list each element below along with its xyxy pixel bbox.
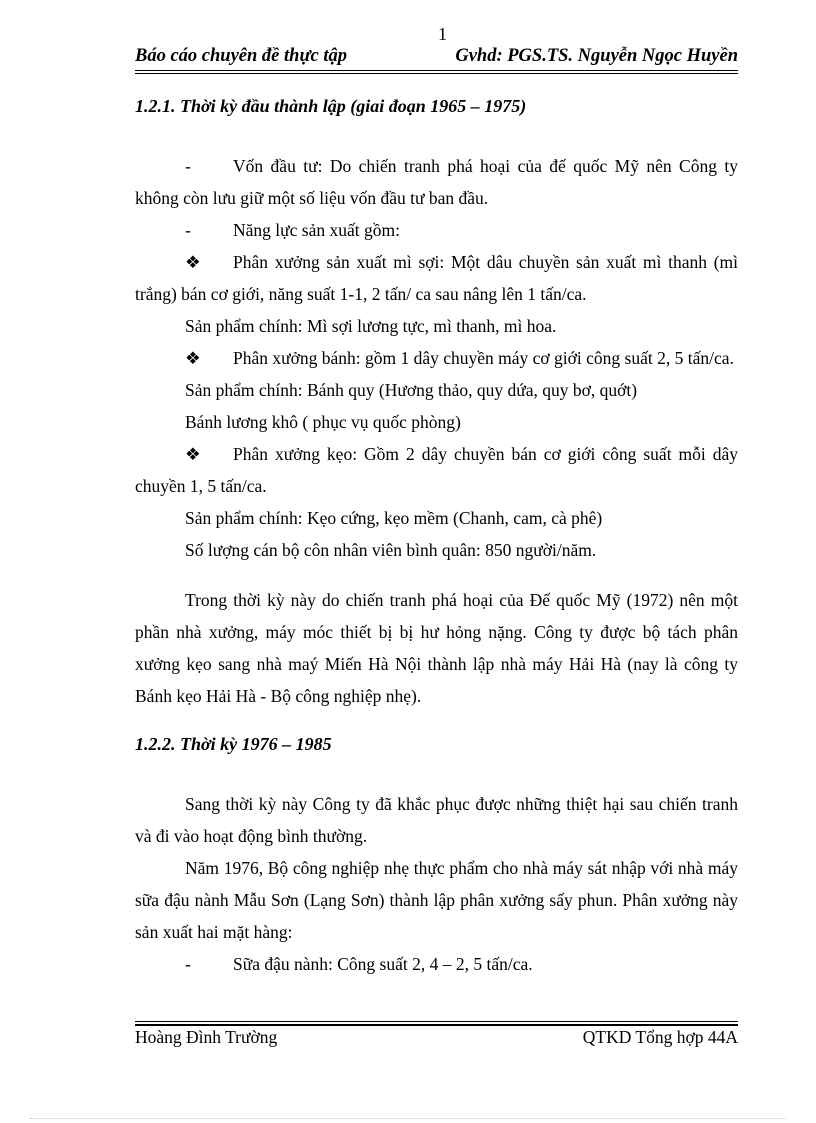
diamond-item-noodle-workshop <box>135 246 738 310</box>
paragraph-staff-count: Số lượng cán bộ côn nhân viên bình quân: 850 người/năm. <box>185 540 597 560</box>
paragraph-text: Phân xưởng sản xuất mì sợi: Một dâu chuyền sản xuất mì thanh (mì trắng) bán cơ giới, năng suất 1-1, 2 tấn/ ca sau nâng lên 1 tấn/ca. <box>135 252 738 304</box>
paragraph-candy-products: Sản phẩm chính: Kẹo cứng, kẹo mềm (Chanh, cam, cà phê) <box>185 508 603 528</box>
header-rule <box>135 70 738 74</box>
footer-author: Hoàng Đình Trường <box>135 1027 278 1047</box>
dash-bullet: - <box>185 220 191 240</box>
page-number: 1 <box>438 24 447 44</box>
document-body <box>135 94 738 980</box>
diamond-item-biscuit-workshop <box>135 342 738 374</box>
paragraph-merger-1976: Năm 1976, Bộ công nghiệp nhẹ thực phẩm cho nhà máy sát nhập với nhà máy sữa đậu nành Mẫu Sơn (Lạng Sơn) thành lập phân xưởng sấy phun. Phân xưởng này sản xuất hai mặt hàng: <box>135 858 738 942</box>
dash-item-investment <box>135 150 738 214</box>
header-supervisor: Gvhd: PGS.TS. Nguyễn Ngọc Huyền <box>455 46 738 66</box>
section-heading-1-2-2: 1.2.2. Thời kỳ 1976 – 1985 <box>135 734 332 754</box>
paragraph-noodle-products: Sản phẩm chính: Mì sợi lương tực, mì thanh, mì hoa. <box>185 316 557 336</box>
paragraph-text: Năng lực sản xuất gồm: <box>233 220 400 240</box>
paragraph-text: Sữa đậu nành: Công suất 2, 4 – 2, 5 tấn/ca. <box>233 954 533 974</box>
footer-rule <box>135 1021 738 1026</box>
spacer <box>135 566 738 584</box>
dash-item-capacity <box>135 214 738 246</box>
footer-class: QTKD Tổng hợp 44A <box>582 1027 738 1047</box>
dash-bullet: - <box>185 156 191 176</box>
paragraph-text: Vốn đầu tư: Do chiến tranh phá hoại của đế quốc Mỹ nên Công ty không còn lưu giữ một số liệu vốn đầu tư ban đầu. <box>135 156 738 208</box>
dash-item-soy-milk <box>135 948 738 980</box>
header-report-title: Báo cáo chuyên đề thực tập <box>135 46 348 66</box>
section-heading-1-2-1: 1.2.1. Thời kỳ đầu thành lập (giai đoạn 1965 – 1975) <box>135 96 527 116</box>
paragraph-biscuit-products: Sản phẩm chính: Bánh quy (Hương thảo, quy dứa, quy bơ, quớt) <box>185 380 638 400</box>
diamond-bullet-icon: ❖ <box>185 348 201 368</box>
paragraph-recovery: Sang thời kỳ này Công ty đã khắc phục được những thiệt hại sau chiến tranh và đi vào hoạt động bình thường. <box>135 794 738 846</box>
paragraph-war-damage: Trong thời kỳ này do chiến tranh phá hoại của Đế quốc Mỹ (1972) nên một phần nhà xưởng, máy móc thiết bị bị hư hỏng nặng. Công ty được bộ tách phân xưởng kẹo sang nhà maý Miến Hà Nội thành lập nhà máy Hải Hà (nay là công ty Bánh kẹo Hải Hà - Bộ công nghiệp nhẹ). <box>135 590 738 706</box>
paragraph-dry-rations: Bánh lương khô ( phục vụ quốc phòng) <box>185 412 461 432</box>
paragraph-text: Phân xưởng bánh: gồm 1 dây chuyền máy cơ giới công suất 2, 5 tấn/ca. <box>233 348 734 368</box>
diamond-bullet-icon: ❖ <box>185 252 201 272</box>
spacer <box>135 712 738 732</box>
dash-bullet: - <box>185 954 191 974</box>
paragraph-text: Phân xưởng kẹo: Gồm 2 dây chuyền bán cơ giới công suất mỗi dây chuyền 1, 5 tấn/ca. <box>135 444 738 496</box>
page-boundary-line <box>30 1118 786 1119</box>
diamond-bullet-icon: ❖ <box>185 444 201 464</box>
diamond-item-candy-workshop <box>135 438 738 502</box>
